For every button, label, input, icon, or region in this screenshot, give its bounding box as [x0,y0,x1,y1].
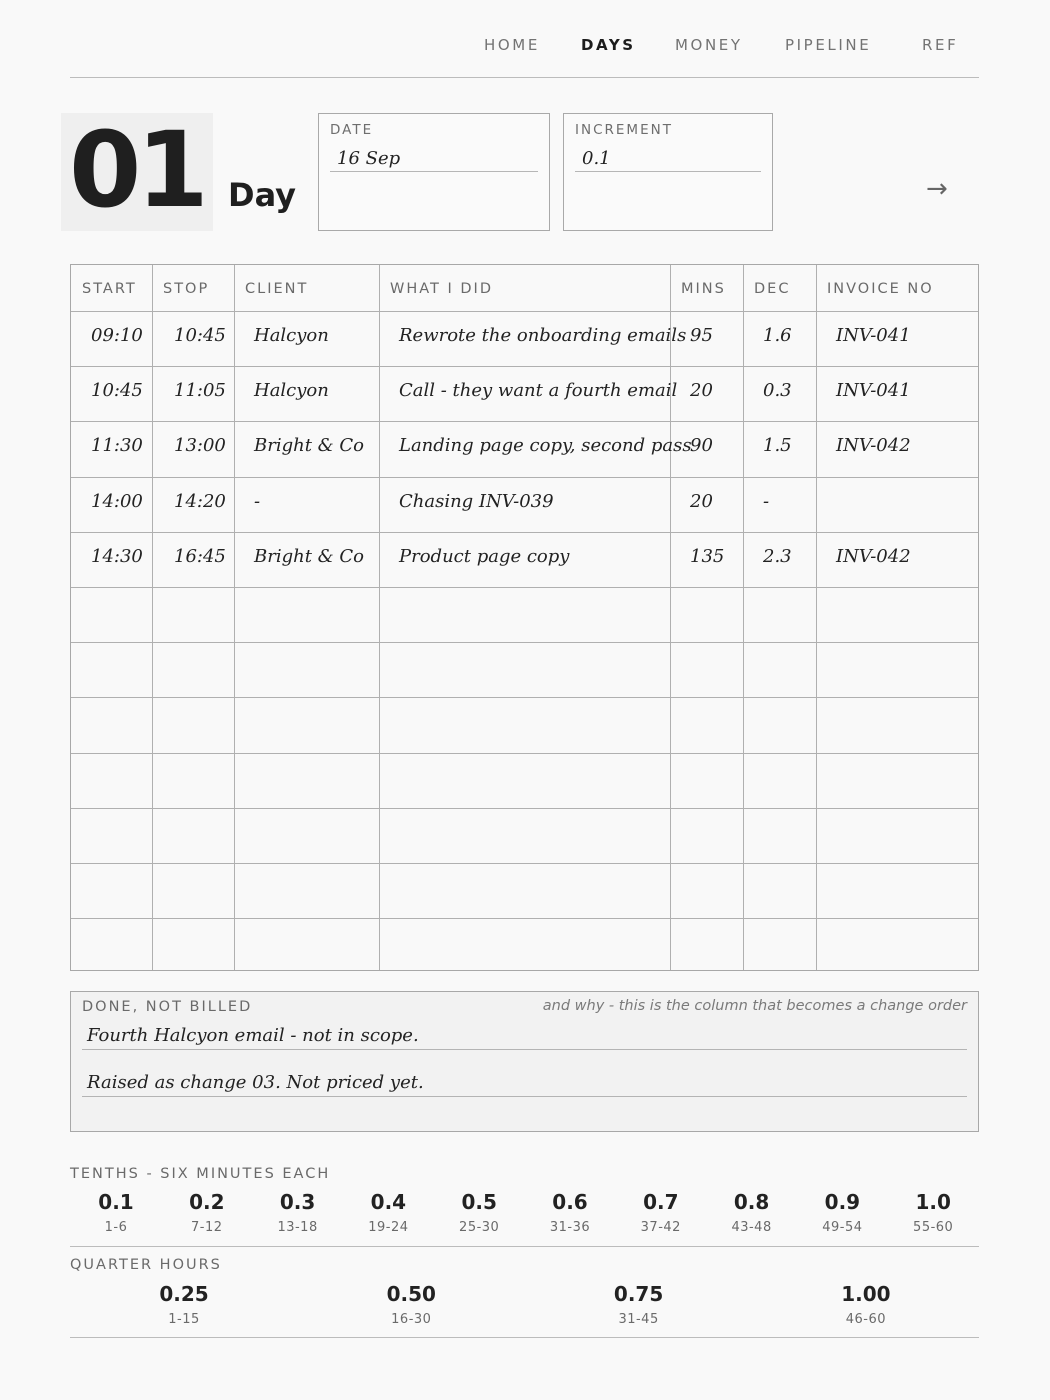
quarter-range: 1-15 [168,1312,200,1327]
notes-label: DONE, NOT BILLED [82,999,253,1015]
column-header-start: START [82,281,137,297]
column-header-invoice: INVOICE NO [827,281,934,297]
quarter-value: 0.75 [613,1282,664,1306]
table-cell-start[interactable]: 09:10 [91,325,143,346]
quarters-title: QUARTER HOURS [70,1257,222,1273]
day-number-box [61,109,213,231]
row-divider [71,421,978,422]
row-divider [71,587,978,588]
table-cell-what[interactable]: Rewrote the onboarding emails [399,325,687,346]
row-divider [71,697,978,698]
column-divider [743,265,744,970]
table-cell-mins[interactable]: 90 [690,435,713,457]
table-cell-mins[interactable]: 20 [690,490,713,512]
tenth-range: 31-36 [549,1220,591,1235]
tenth-range: 55-60 [913,1220,954,1235]
increment-label: INCREMENT [575,122,673,138]
table-cell-start[interactable]: 14:00 [91,490,143,512]
quarter-range: 31-45 [618,1312,659,1327]
table-cell-stop[interactable]: 11:05 [174,380,226,402]
tenth-range: 7-12 [191,1220,223,1235]
tenth-value: 0.9 [824,1190,861,1214]
table-cell-dec[interactable]: 0.3 [763,380,792,402]
row-divider [71,311,978,312]
tenths-divider [70,1246,979,1247]
table-cell-dec[interactable]: 1.5 [763,435,792,457]
table-cell-what[interactable]: Landing page copy, second pass [399,435,692,457]
tenth-value: 0.3 [279,1190,316,1214]
table-cell-invoice[interactable]: INV-041 [836,380,911,402]
nav-days[interactable]: DAYS [581,36,636,54]
done-not-billed-box[interactable] [70,991,979,1132]
notes-line-1[interactable]: Fourth Halcyon email - not in scope. [87,1025,419,1046]
top-nav [70,36,979,56]
date-label: DATE [330,122,374,138]
table-cell-what[interactable]: Chasing INV-039 [399,490,554,512]
column-header-dec: DEC [754,281,791,297]
notes-line-2[interactable]: Raised as change 03. Not priced yet. [87,1072,424,1093]
tenth-value: 0.5 [461,1190,497,1214]
column-divider [670,265,671,970]
tenth-range: 13-18 [277,1220,318,1235]
row-divider [71,532,978,533]
row-divider [71,366,978,367]
tenth-value: 0.8 [733,1190,770,1214]
table-cell-client[interactable]: Halcyon [254,325,329,346]
quarter-value: 0.25 [159,1282,209,1306]
nav-home[interactable]: HOME [484,36,540,54]
notes-underline-2 [82,1096,967,1097]
row-divider [71,918,978,919]
quarter-value: 1.00 [841,1282,891,1306]
table-cell-client[interactable]: - [254,490,261,512]
table-cell-stop[interactable]: 14:20 [174,490,226,512]
table-cell-mins[interactable]: 135 [690,545,725,567]
row-divider [71,642,978,643]
table-cell-start[interactable]: 10:45 [91,380,143,402]
row-divider [71,808,978,809]
row-divider [71,477,978,478]
column-header-what: WHAT I DID [390,281,493,297]
tenth-range: 43-48 [731,1220,772,1235]
column-header-stop: STOP [163,281,210,297]
quarters-divider [70,1337,979,1338]
table-cell-mins[interactable]: 95 [690,325,713,346]
table-cell-dec[interactable]: 2.3 [763,545,792,567]
tenth-range: 1-6 [104,1220,128,1235]
table-cell-client[interactable]: Bright & Co [254,545,365,567]
notes-underline-1 [82,1049,967,1050]
tenth-range: 25-30 [459,1220,500,1235]
quarter-value: 0.50 [386,1282,436,1306]
tenth-range: 19-24 [368,1220,409,1235]
column-header-mins: MINS [681,281,726,297]
tenth-range: 49-54 [822,1220,863,1235]
table-cell-mins[interactable]: 20 [690,380,713,402]
date-value[interactable]: 16 Sep [337,148,401,169]
nav-money[interactable]: MONEY [675,36,743,54]
table-cell-client[interactable]: Halcyon [254,380,329,402]
table-cell-invoice[interactable]: INV-042 [836,435,911,457]
table-cell-what[interactable]: Call - they want a fourth email [399,380,678,402]
tenth-value: 0.2 [189,1190,225,1214]
nav-ref[interactable]: REF [922,36,959,54]
increment-field[interactable] [563,113,773,231]
row-divider [71,753,978,754]
table-cell-start[interactable]: 11:30 [91,435,143,457]
time-log-table [70,264,979,971]
table-cell-dec[interactable]: - [763,490,770,512]
table-cell-what[interactable]: Product page copy [399,545,570,567]
table-cell-dec[interactable]: 1.6 [763,325,792,346]
tenth-value: 0.7 [643,1190,679,1214]
tenth-value: 0.1 [98,1190,134,1214]
nav-divider [70,77,979,78]
column-divider [234,265,235,970]
table-cell-invoice[interactable]: INV-042 [836,545,911,567]
tenth-value: 0.4 [370,1190,407,1214]
notes-hint: and why - this is the column that becomes a change order [542,998,967,1014]
row-divider [71,863,978,864]
date-underline [330,171,538,172]
table-cell-stop[interactable]: 16:45 [174,545,226,567]
table-cell-start[interactable]: 14:30 [91,545,143,567]
column-divider [379,265,380,970]
increment-underline [575,171,761,172]
table-cell-stop[interactable]: 13:00 [174,435,226,457]
column-divider [816,265,817,970]
column-divider [152,265,153,970]
table-cell-stop[interactable]: 10:45 [174,325,226,346]
tenth-value: 0.6 [552,1190,588,1214]
table-cell-client[interactable]: Bright & Co [254,435,365,457]
quarter-range: 46-60 [845,1312,887,1327]
nav-pipeline[interactable]: PIPELINE [785,36,872,54]
day-label: Day [228,176,297,214]
quarter-range: 16-30 [391,1312,432,1327]
arrow-right-icon[interactable]: → [926,174,948,204]
increment-value[interactable]: 0.1 [582,148,611,169]
tenths-title: TENTHS - SIX MINUTES EACH [70,1166,331,1182]
tenth-range: 37-42 [640,1220,681,1235]
table-cell-invoice[interactable]: INV-041 [836,325,911,346]
tenth-value: 1.0 [915,1190,951,1214]
date-field[interactable] [318,113,550,231]
day-number: 01 [69,109,204,231]
column-header-client: CLIENT [245,281,309,297]
